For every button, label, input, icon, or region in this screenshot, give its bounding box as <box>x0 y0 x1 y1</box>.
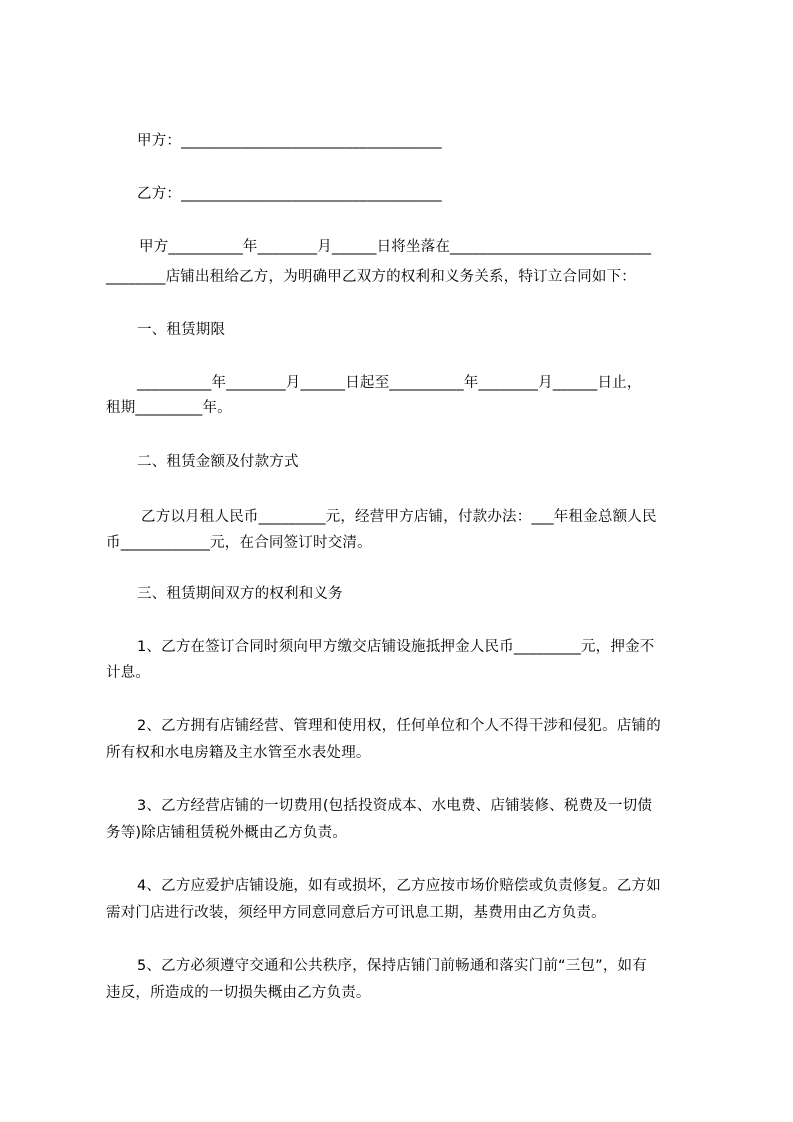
section-3-item-1-line-2: 计息。 <box>106 665 151 681</box>
section-3-item-5-line-2: 违反，所造成的一切损失概由乙方负责。 <box>106 985 371 1001</box>
section-1-line-2: 租期_________年。 <box>106 400 232 416</box>
section-3-item-4-line-1: 4、乙方应爱护店铺设施，如有或损坏，乙方应按市场价赔偿或负责修复。乙方如 <box>137 878 661 894</box>
section-3-item-2-line-1: 2、乙方拥有店铺经营、管理和使用权，任何单位和个人不得干涉和侵犯。店铺的 <box>137 718 661 734</box>
section-2-line-2: 币____________元，在合同签订时交清。 <box>106 535 372 551</box>
section-2-line-1: 乙方以月租人民币_________元，经营甲方店铺，付款办法：___年租金总额人民 <box>141 509 657 525</box>
section-3-item-4-line-2: 需对门店进行改装，须经甲方同意同意后方可讯息工期，基费用由乙方负责。 <box>106 905 606 921</box>
section-1-line-1: __________年________月______日起至__________年________月______日止， <box>137 375 642 391</box>
section-3-item-3-line-2: 务等)除店铺租赁税外概由乙方负责。 <box>106 825 348 841</box>
section-3-item-3-line-1: 3、乙方经营店铺的一切费用(包括投资成本、水电费、店铺装修、税费及一切债 <box>137 798 653 814</box>
party-b-line: 乙方：___________________________________ <box>137 186 442 202</box>
party-a-line: 甲方：___________________________________ <box>137 133 442 149</box>
section-2-heading: 二、租赁金额及付款方式 <box>137 454 299 470</box>
section-3-item-2-line-2: 所有权和水电房籍及主水管至水表处理。 <box>106 745 371 761</box>
section-3-item-5-line-1: 5、乙方必须遵守交通和公共秩序，保持店铺门前畅通和落实门前“三包”，如有 <box>137 958 647 974</box>
section-1-heading: 一、租赁期限 <box>137 322 226 338</box>
intro-line-1: 甲方__________年________月______日将坐落在___________________________ <box>139 239 652 255</box>
intro-line-2: ________店铺出租给乙方，为明确甲乙双方的权利和义务关系，特订立合同如下： <box>106 269 636 285</box>
section-3-item-1-line-1: 1、乙方在签订合同时须向甲方缴交店铺设施抵押金人民币_________元，押金不 <box>137 639 655 655</box>
section-3-heading: 三、租赁期间双方的权利和义务 <box>137 586 343 602</box>
